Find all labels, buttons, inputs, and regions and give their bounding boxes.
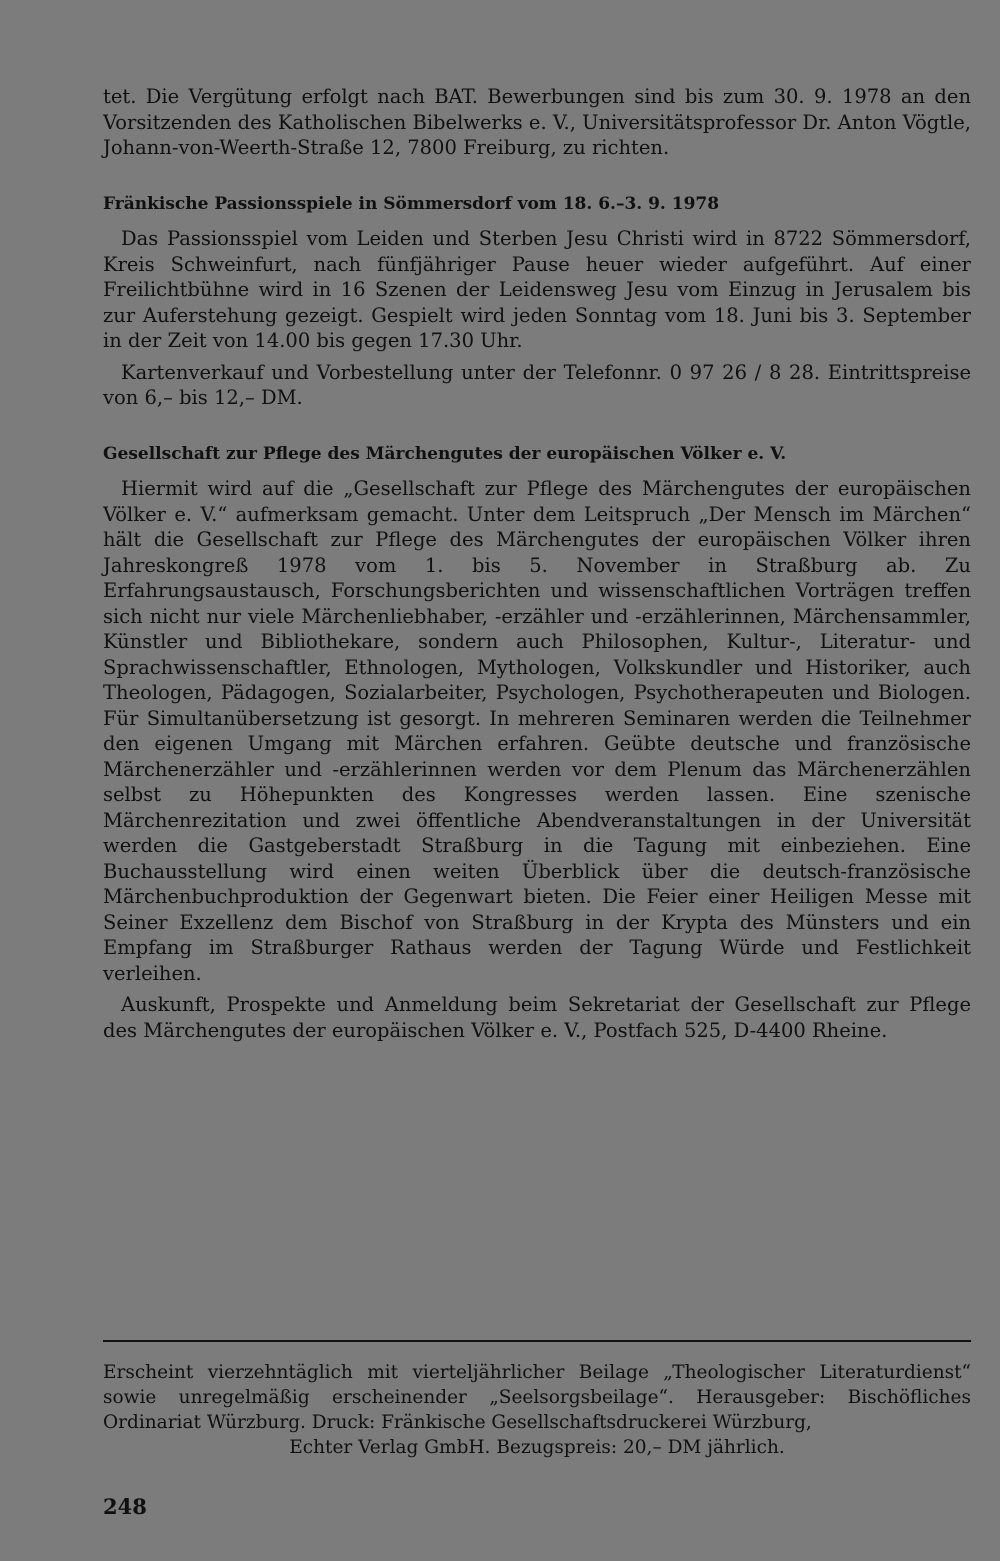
section-heading-passionsspiele: Fränkische Passionsspiele in Sömmersdorf vom 18. 6.–3. 9. 1978 [103,193,720,214]
page-body [103,84,971,1043]
footer-divider [103,1340,971,1342]
imprint-text: Erscheint vierzehntäglich mit vierteljährlicher Beilage „Theologischer Literaturdienst“ sowie unregelmäßig erscheinender „Seelsorgsbeilage“. Herausgeber: Bischöfliches Ordinariat Würzburg. Druck: Fränkische Gesellschaftsdruckerei Würzburg, [103,1362,971,1433]
imprint-last-line: Echter Verlag GmbH. Bezugspreis: 20,– DM jährlich. [289,1437,785,1458]
footer-imprint [103,1360,971,1460]
section-heading-maerchen: Gesellschaft zur Pflege des Märchengutes der europäischen Völker e. V. [103,443,787,464]
passionsspiele-paragraph-2: Kartenverkauf und Vorbestellung unter der Telefonnr. 0 97 26 / 8 28. Eintrittspreise von 6,– bis 12,– DM. [103,360,971,409]
page-number: 248 [103,1494,147,1519]
intro-paragraph: tet. Die Vergütung erfolgt nach BAT. Bewerbungen sind bis zum 30. 9. 1978 an den Vorsitzenden des Katholischen Bibelwerks e. V., Universitätsprofessor Dr. Anton Vögtle, Johann-von-Weerth-Straße 12, 7800 Freiburg, zu richten. [103,85,971,159]
maerchen-paragraph-1: Hiermit wird auf die „Gesellschaft zur Pflege des Märchengutes der europäischen Völker e. V.“ aufmerksam gemacht. Unter dem Leitspruch „Der Mensch im Märchen“ hält die Gesellschaft zur Pflege des Märchengutes der europäischen Völker ihren Jahreskongreß 1978 vom 1. bis 5. November in Straßburg ab. Zu Erfahrungsaustausch, Forschungsberichten und wissenschaftlichen Vorträgen treffen sich nicht nur viele Märchenliebhaber, -erzähler und -erzählerinnen, Märchensammler, Künstler und Bibliothekare, sondern auch Philosophen, Kultur-, Literatur- und Sprachwissenschaftler, Ethnologen, Mythologen, Volkskundler und Historiker, auch Theologen, Pädagogen, Sozialarbeiter, Psychologen, Psychotherapeuten und Biologen. Für Simultanübersetzung ist gesorgt. In mehreren Seminaren werden die Teilnehmer den eigenen Umgang mit Märchen erfahren. Geübte deutsche und französische Märchenerzähler und -erzählerinnen werden vor dem Plenum das Märchenerzählen selbst zu Höhepunkten des Kongresses werden lassen. Eine szenische Märchenrezitation und zwei öffentliche Abendveranstaltungen in der Universität werden die Gastgeberstadt Straßburg in die Tagung mit einbeziehen. Eine Buchausstellung wird einen weiten Überblick über die deutsch-französische Märchenbuchproduktion der Gegenwart bieten. Die Feier einer Heiligen Messe mit Seiner Exzellenz dem Bischof von Straßburg in der Krypta des Münsters und ein Empfang im Straßburger Rathaus werden der Tagung Würde und Festlichkeit verleihen. [103,477,971,985]
passionsspiele-paragraph-1: Das Passionsspiel vom Leiden und Sterben Jesu Christi wird in 8722 Sömmersdorf, Kreis Schweinfurt, nach fünfjähriger Pause heuer wieder aufgeführt. Auf einer Freilichtbühne wird in 16 Szenen der Leidensweg Jesu vom Einzug in Jerusalem bis zur Auferstehung gezeigt. Gespielt wird jeden Sonntag vom 18. Juni bis 3. September in der Zeit von 14.00 bis gegen 17.30 Uhr. [103,227,971,352]
maerchen-paragraph-2: Auskunft, Prospekte und Anmeldung beim Sekretariat der Gesellschaft zur Pflege des Märchengutes der europäischen Völker e. V., Postfach 525, D-4400 Rheine. [103,993,971,1042]
